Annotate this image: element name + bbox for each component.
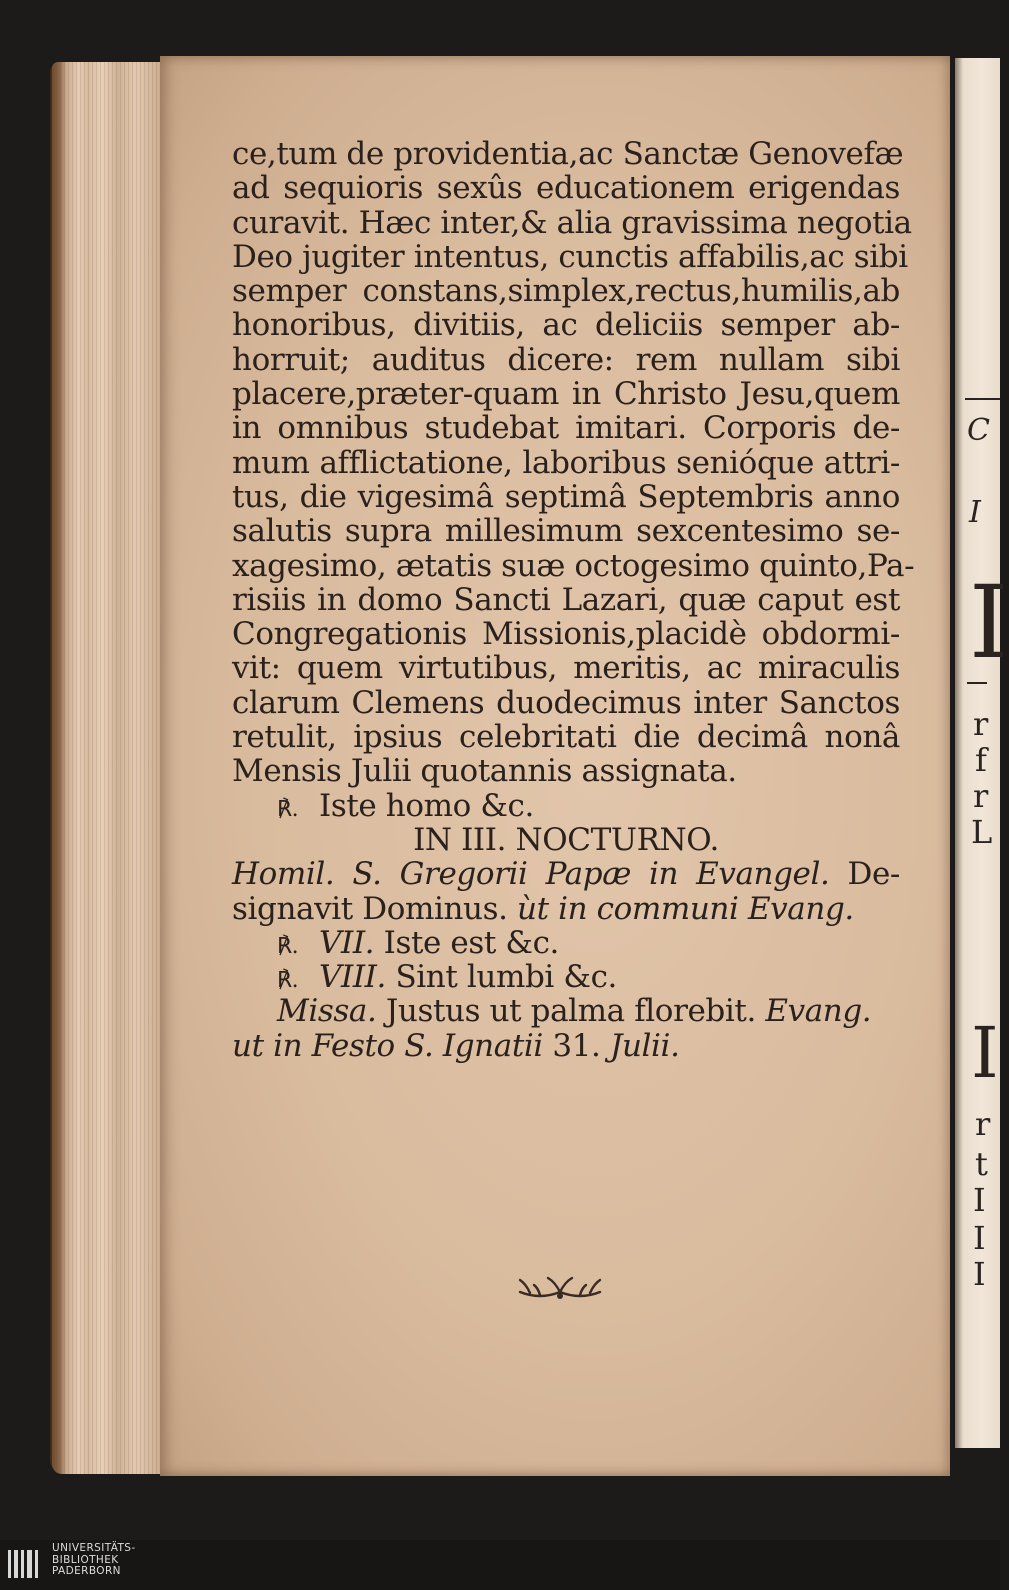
- responsory-line: [232, 960, 900, 994]
- next-page-rule: [965, 398, 1000, 400]
- missa-line: [232, 994, 900, 1028]
- section-heading: IN III. NOCTURNO.: [413, 821, 719, 858]
- text-line: tus, die vigesimâ septimâ Septembris anno: [232, 478, 900, 515]
- homily-source: Homil. S. Gregorii Papæ in Evangel.: [232, 856, 830, 893]
- text-line: Deo jugiter intentus, cunctis affabilis,ac sibi: [232, 238, 908, 275]
- text-line: Congregationis Missionis,placidè obdormi-: [232, 616, 900, 653]
- next-page-glyph: f: [975, 741, 987, 779]
- responsory-mark: ℟.: [277, 933, 299, 959]
- responsory-line: [232, 926, 900, 960]
- homily-text: signavit Dominus.: [232, 890, 518, 927]
- text-line: risiis in domo Sancti Lazari, quæ caput est: [232, 581, 900, 618]
- text-line: Mensis Julii quotannis assignata.: [232, 753, 737, 790]
- missa-line: [232, 1029, 900, 1063]
- text-line: honoribus, divitiis, ac deliciis semper ab-: [232, 307, 900, 344]
- missa-text: Justus ut palma florebit.: [376, 993, 766, 1030]
- next-page-glyph: r: [973, 777, 989, 815]
- library-logo-icon: [6, 1546, 42, 1582]
- library-name-line: PADERBORN: [52, 1565, 121, 1577]
- responsory-text: Sint lumbi &c.: [395, 959, 617, 996]
- homily-line: [232, 857, 900, 891]
- responsory-line: [232, 789, 900, 823]
- responsory-mark: ℟.: [277, 968, 299, 994]
- next-page-glyph: I: [973, 1219, 986, 1257]
- text-line: ad sequioris sexûs educationem erigendas: [232, 170, 900, 207]
- missa-number: 31.: [552, 1027, 610, 1064]
- page-edges: [52, 62, 172, 1474]
- next-page-glyph: r: [973, 705, 989, 743]
- text-line: horruit; auditus dicere: rem nullam sibi: [232, 341, 900, 378]
- text-line: xagesimo, ætatis suæ octogesimo quinto,Pa-: [232, 547, 915, 584]
- next-page-rule: [967, 682, 987, 684]
- responsory-text: Iste est &c.: [383, 924, 559, 961]
- text-line: curavit. Hæc inter,& alia gravissima negotia: [232, 204, 912, 241]
- text-line: clarum Clemens duodecimus inter Sanctos: [232, 684, 900, 721]
- library-name-line: BIBLIOTHEK: [52, 1553, 119, 1566]
- library-name-line: UNIVERSITÄTS-: [52, 1542, 136, 1554]
- text-line: in omnibus studebat imitari. Corporis de-: [232, 410, 900, 447]
- responsory-number: VIII.: [319, 959, 386, 996]
- ornament-icon: [510, 1268, 610, 1304]
- responsory-number: VII.: [319, 924, 375, 961]
- homily-line: [232, 892, 900, 926]
- missa-month: Julii.: [609, 1027, 680, 1064]
- text-line: semper constans,simplex,rectus,humilis,ab: [232, 273, 900, 310]
- next-page-drop-initial: I: [969, 564, 1009, 681]
- library-name: [52, 1543, 136, 1578]
- text-line: salutis supra millesimum sexcentesimo se-: [232, 513, 900, 550]
- responsory-mark: ℟.: [277, 796, 299, 822]
- missa-reference: ut in Festo S. Ignatii: [232, 1027, 553, 1064]
- missa-evang: Evang.: [765, 993, 872, 1030]
- text-line: ce,tum de providentia,ac Sanctæ Genovefæ: [232, 136, 904, 172]
- next-page-glyph: I: [973, 1255, 986, 1293]
- text-line: retulit, ipsius celebritati die decimâ nonâ: [232, 719, 900, 756]
- homily-reference: ùt in communi Evang.: [517, 890, 854, 927]
- missa-label: Missa.: [277, 993, 377, 1030]
- text-line: placere,præter-quam in Christo Jesu,quem: [232, 376, 900, 413]
- next-page-glyph: C: [967, 413, 990, 448]
- homily-text: De-: [829, 856, 900, 893]
- next-page-glyph: L: [971, 813, 993, 851]
- responsory-text: Iste homo &c.: [319, 787, 534, 824]
- footer-bar: [0, 1540, 1000, 1590]
- next-page-glyph: I: [973, 1181, 986, 1219]
- text-line: vit: quem virtutibus, meritis, ac miraculis: [232, 650, 900, 687]
- page-text: [232, 136, 915, 1064]
- text-line: mum afflictatione, laboribus senióque attri-: [232, 444, 900, 481]
- next-page-glyph: t: [975, 1145, 988, 1183]
- next-page-sliver: [955, 58, 1009, 1448]
- next-page-glyph: I: [969, 495, 981, 530]
- next-page-glyph: r: [975, 1105, 991, 1143]
- next-page-drop-initial: I: [971, 1012, 999, 1094]
